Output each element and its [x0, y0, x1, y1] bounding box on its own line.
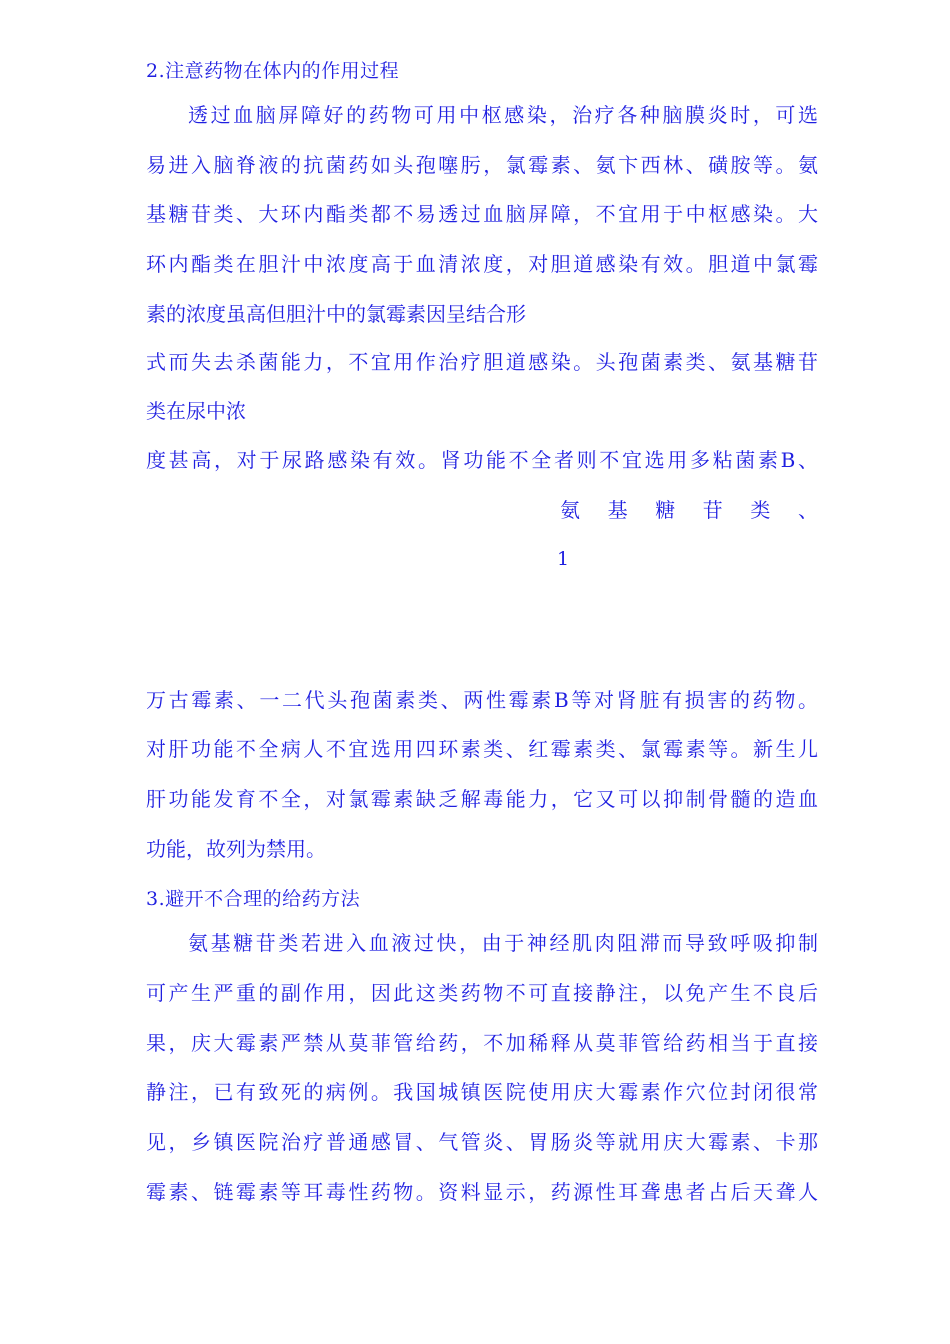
continuation-line-3: 肝功能发育不全，对氯霉素缺乏解毒能力，它又可以抑制骨髓的造血 [146, 787, 818, 811]
section-3-line-2: 可产生严重的副作用，因此这类药物不可直接静注，以免产生不良后 [146, 981, 818, 1005]
section-3-line-1: 氨基糖苷类若进入血液过快，由于神经肌肉阻滞而导致呼吸抑制 [188, 931, 818, 955]
continuation-line-2: 对肝功能不全病人不宜选用四环素类、红霉素类、氯霉素等。新生儿 [146, 737, 818, 761]
section-2-line-8: 度甚高，对于尿路感染有效。肾功能不全者则不宜选用多粘菌素B、 [146, 448, 818, 472]
section-2-line-3: 基糖苷类、大环内酯类都不易透过血脑屏障，不宜用于中枢感染。大 [146, 202, 818, 226]
section-2-heading: 2.注意药物在体内的作用过程 [146, 60, 400, 82]
section-3-line-4: 静注，已有致死的病例。我国城镇医院使用庆大霉素作穴位封闭很常 [146, 1080, 818, 1104]
page-number: 1 [557, 548, 570, 570]
section-3-line-3: 果，庆大霉素严禁从莫菲管给药，不加稀释从莫菲管给药相当于直接 [146, 1031, 818, 1055]
section-2-line-2: 易进入脑脊液的抗菌药如头孢噻肟，氯霉素、氨卞西林、磺胺等。氨 [146, 153, 818, 177]
continuation-line-4: 功能，故列为禁用。 [146, 837, 326, 861]
section-2-line-6: 式而失去杀菌能力，不宜用作治疗胆道感染。头孢菌素类、氨基糖苷 [146, 350, 818, 374]
section-3-heading: 3.避开不合理的给药方法 [146, 888, 361, 910]
section-2-line-7: 类在尿中浓 [146, 399, 246, 423]
section-2-line-9: 氨基糖苷类、 [560, 498, 818, 522]
section-3-line-6: 霉素、链霉素等耳毒性药物。资料显示，药源性耳聋患者占后天聋人 [146, 1180, 818, 1204]
continuation-line-1: 万古霉素、一二代头孢菌素类、两性霉素B等对肾脏有损害的药物。 [146, 688, 818, 712]
section-3-line-5: 见，乡镇医院治疗普通感冒、气管炎、胃肠炎等就用庆大霉素、卡那 [146, 1130, 818, 1154]
section-2-line-5: 素的浓度虽高但胆汁中的氯霉素因呈结合形 [146, 302, 526, 326]
section-2-line-4: 环内酯类在胆汁中浓度高于血清浓度，对胆道感染有效。胆道中氯霉 [146, 252, 818, 276]
section-2-line-1: 透过血脑屏障好的药物可用中枢感染，治疗各种脑膜炎时，可选 [188, 103, 818, 127]
